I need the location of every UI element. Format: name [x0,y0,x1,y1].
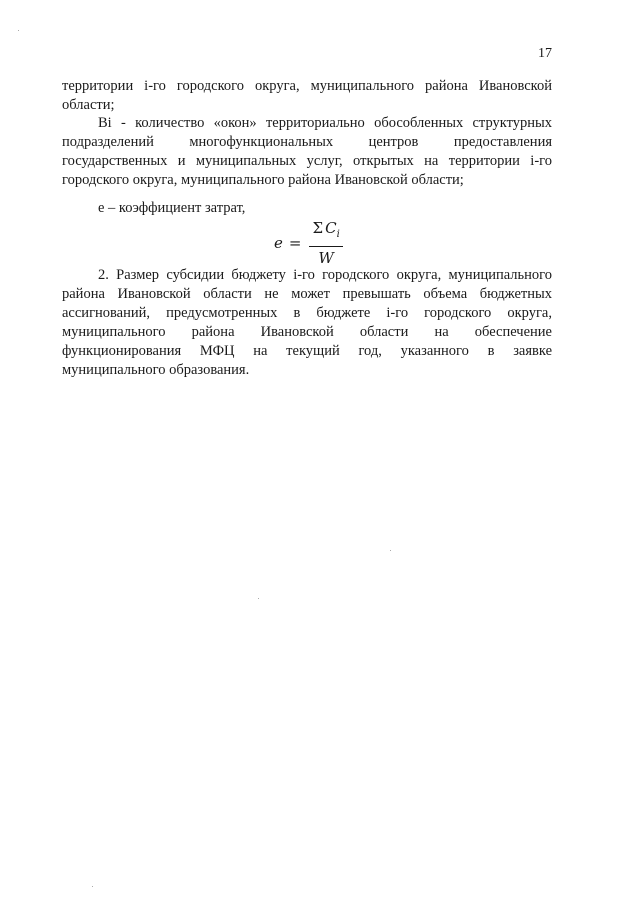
formula-denominator: W [318,249,334,267]
scan-speck [258,598,259,599]
formula-numerator [309,218,342,247]
cost-coefficient-formula [274,218,343,268]
numerator-variable: C [325,219,337,237]
paragraph-text: 2. Размер субсидии бюджету i-го городского округа, муниципального района Ивановской области не может превышать объема бюджетных ассигнований, предусмотренных в бюджете i-го городского округа, муниципального района Ивановской области на обеспечение функционирования МФЦ на текущий год, указанного в заявке муниципального образования. [62,267,552,378]
formula-fraction [309,218,342,268]
coefficient-label: e – коэффициент затрат, [98,200,246,216]
scan-speck [390,550,391,551]
formula-equals: = [288,234,302,252]
scan-speck [18,30,19,31]
sum-symbol: Σ [312,219,324,237]
paragraph-text: Bi - количество «окон» территориально обособленных структурных подразделений многофункциональных центров предоставления государственных и муниципальных услуг, открытых на территории i-го городского округа, муниципального района Ивановской области; [62,115,552,188]
paragraph-text: территории i-го городского округа, муниципального района Ивановской области; [62,78,552,113]
scan-speck [92,886,93,887]
paragraph-subsidy-limit [62,266,552,380]
paragraph-bi-definition [62,114,552,190]
paragraph-continuation [62,77,552,115]
page-number: 17 [538,46,552,61]
formula-lhs: e [274,234,283,252]
numerator-subscript: i [336,229,340,240]
